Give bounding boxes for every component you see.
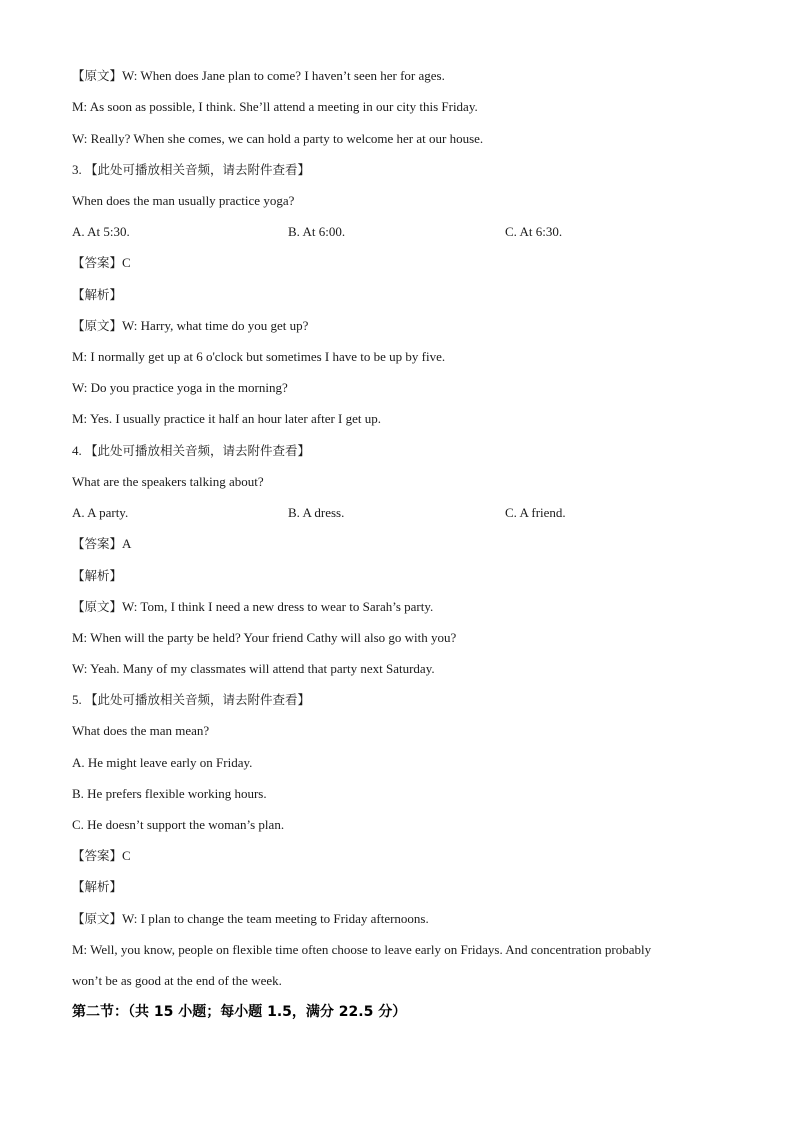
q4-option-b: B. A dress.: [288, 505, 345, 520]
q4-option-c: C. A friend.: [505, 505, 566, 520]
q5-transcript-line-3: won’t be as good at the end of the week.: [72, 973, 282, 988]
q3-number: 3.: [72, 162, 82, 177]
q3-answer-value: C: [122, 255, 131, 270]
q3-question: When does the man usually practice yoga?: [72, 193, 295, 208]
q4-question: What are the speakers talking about?: [72, 474, 264, 489]
transcript-tag: 【原文】: [72, 318, 123, 333]
q3-header: [72, 162, 310, 178]
q5-header: [72, 692, 310, 708]
q5-answer: [72, 848, 131, 864]
q5-analysis: 【解析】: [72, 879, 123, 894]
q4-answer-value: A: [122, 536, 132, 551]
q3-analysis: 【解析】: [72, 287, 123, 302]
q2-transcript-line-2: M: As soon as possible, I think. She’ll attend a meeting in our city this Friday.: [72, 99, 478, 114]
q3-option-b: B. At 6:00.: [288, 224, 346, 239]
q5-answer-value: C: [122, 848, 131, 863]
q5-number: 5.: [72, 692, 82, 707]
q4-transcript-line-3: W: Yeah. Many of my classmates will attend that party next Saturday.: [72, 661, 435, 676]
answer-tag: 【答案】: [72, 848, 123, 863]
q4-transcript-line-1: 【原文】W: Tom, I think I need a new dress to wear to Sarah’s party.: [72, 599, 434, 614]
answer-tag: 【答案】: [72, 536, 123, 551]
q5-audio-note: 【此处可播放相关音频，请去附件查看】: [85, 692, 311, 707]
transcript-tag: 【原文】: [72, 599, 123, 614]
q4-analysis: 【解析】: [72, 568, 123, 583]
q3-transcript-line-3: W: Do you practice yoga in the morning?: [72, 380, 288, 395]
answer-tag: 【答案】: [72, 255, 123, 270]
q5-option-b: B. He prefers flexible working hours.: [72, 786, 267, 801]
q5-transcript-line-2: M: Well, you know, people on flexible time often choose to leave early on Fridays. And concentration probably: [72, 942, 652, 957]
q5-question: What does the man mean?: [72, 723, 210, 738]
q5-transcript-line-1: 【原文】W: I plan to change the team meeting to Friday afternoons.: [72, 911, 429, 926]
q4-option-a: A. A party.: [72, 505, 129, 520]
q4-header: [72, 443, 310, 459]
q3-transcript-line-1: 【原文】W: Harry, what time do you get up?: [72, 318, 309, 333]
q2-transcript-line-3: W: Really? When she comes, we can hold a party to welcome her at our house.: [72, 131, 484, 146]
q3-option-c: C. At 6:30.: [505, 224, 563, 239]
transcript-tag: 【原文】: [72, 68, 123, 83]
q3-transcript-line-4: M: Yes. I usually practice it half an hour later after I get up.: [72, 411, 382, 426]
q5-option-c: C. He doesn’t support the woman’s plan.: [72, 817, 285, 832]
q4-audio-note: 【此处可播放相关音频，请去附件查看】: [85, 443, 311, 458]
q3-audio-note: 【此处可播放相关音频，请去附件查看】: [85, 162, 311, 177]
transcript-tag: 【原文】: [72, 911, 123, 926]
q3-transcript-line-2: M: I normally get up at 6 o'clock but sometimes I have to be up by five.: [72, 349, 446, 364]
q4-transcript-line-2: M: When will the party be held? Your friend Cathy will also go with you?: [72, 630, 457, 645]
q3-option-a: A. At 5:30.: [72, 224, 130, 239]
q4-answer: [72, 536, 131, 552]
q5-option-a: A. He might leave early on Friday.: [72, 755, 253, 770]
q4-number: 4.: [72, 443, 82, 458]
q3-answer: [72, 255, 131, 271]
section-2-heading: 第二节：（共 15 小题；每小题 1.5，满分 22.5 分）: [72, 1004, 407, 1020]
q2-transcript-line-1: 【原文】W: When does Jane plan to come? I haven’t seen her for ages.: [72, 68, 445, 83]
